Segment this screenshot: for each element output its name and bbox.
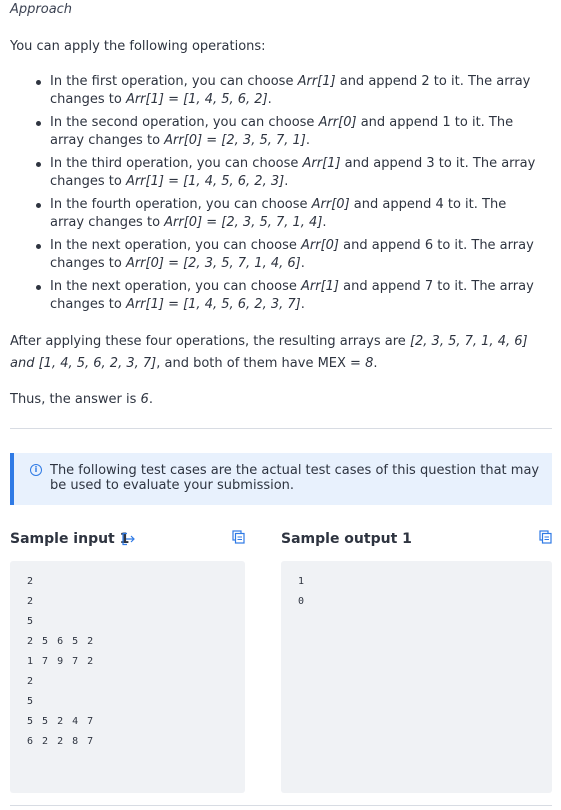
code-line: 6 2 2 8 7	[27, 736, 95, 747]
code-line: 2 5 6 5 2	[27, 636, 95, 647]
copy-output-icon[interactable]	[539, 530, 552, 544]
operations-list	[10, 73, 540, 319]
answer-text: Thus, the answer is 6.	[10, 392, 153, 407]
info-icon: i	[30, 464, 42, 476]
intro-text: You can apply the following operations:	[10, 39, 266, 54]
note-text: The following test cases are the actual test cases of this question that may be used to evaluate your submission.	[50, 463, 540, 493]
code-line: 5	[27, 696, 35, 707]
open-external-icon[interactable]	[121, 532, 136, 546]
list-item: In the next operation, you can choose Arr[0] and append 6 to it. The array changes to Arr[0] = [2, 3, 5, 7, 1, 4, 6].	[50, 237, 540, 273]
approach-heading: Approach	[10, 2, 73, 17]
list-item: In the next operation, you can choose Arr[1] and append 7 to it. The array changes to Arr[1] = [1, 4, 5, 6, 2, 3, 7].	[50, 278, 540, 314]
list-item: In the second operation, you can choose Arr[0] and append 1 to it. The array changes to Arr[0] = [2, 3, 5, 7, 1].	[50, 114, 540, 150]
list-item: In the first operation, you can choose Arr[1] and append 2 to it. The array changes to Arr[1] = [1, 4, 5, 6, 2].	[50, 73, 540, 109]
code-line: 2	[27, 576, 35, 587]
info-note	[10, 453, 552, 505]
after-paragraph: After applying these four operations, the resulting arrays are [2, 3, 5, 7, 1, 4, 6] and [1, 4, 5, 6, 2, 3, 7], and both of them have MEX = 8.	[10, 334, 528, 371]
code-line: 5	[27, 616, 35, 627]
list-item: In the fourth operation, you can choose Arr[0] and append 4 to it. The array changes to Arr[0] = [2, 3, 5, 7, 1, 4].	[50, 196, 540, 232]
sample-output-title: Sample output 1	[281, 531, 412, 547]
copy-input-icon[interactable]	[232, 530, 245, 544]
divider	[10, 428, 552, 429]
list-item: In the third operation, you can choose Arr[1] and append 3 to it. The array changes to Arr[1] = [1, 4, 5, 6, 2, 3].	[50, 155, 540, 191]
code-line: 5 5 2 4 7	[27, 716, 95, 727]
sample-output-code	[298, 576, 306, 616]
divider	[10, 805, 552, 806]
sample-output-box	[281, 561, 552, 793]
code-line: 0	[298, 596, 306, 607]
code-line: 2	[27, 596, 35, 607]
sample-input-code	[27, 576, 95, 756]
sample-input-title: Sample input 1	[10, 531, 130, 547]
code-line: 1 7 9 7 2	[27, 656, 95, 667]
code-line: 1	[298, 576, 306, 587]
code-line: 2	[27, 676, 35, 687]
